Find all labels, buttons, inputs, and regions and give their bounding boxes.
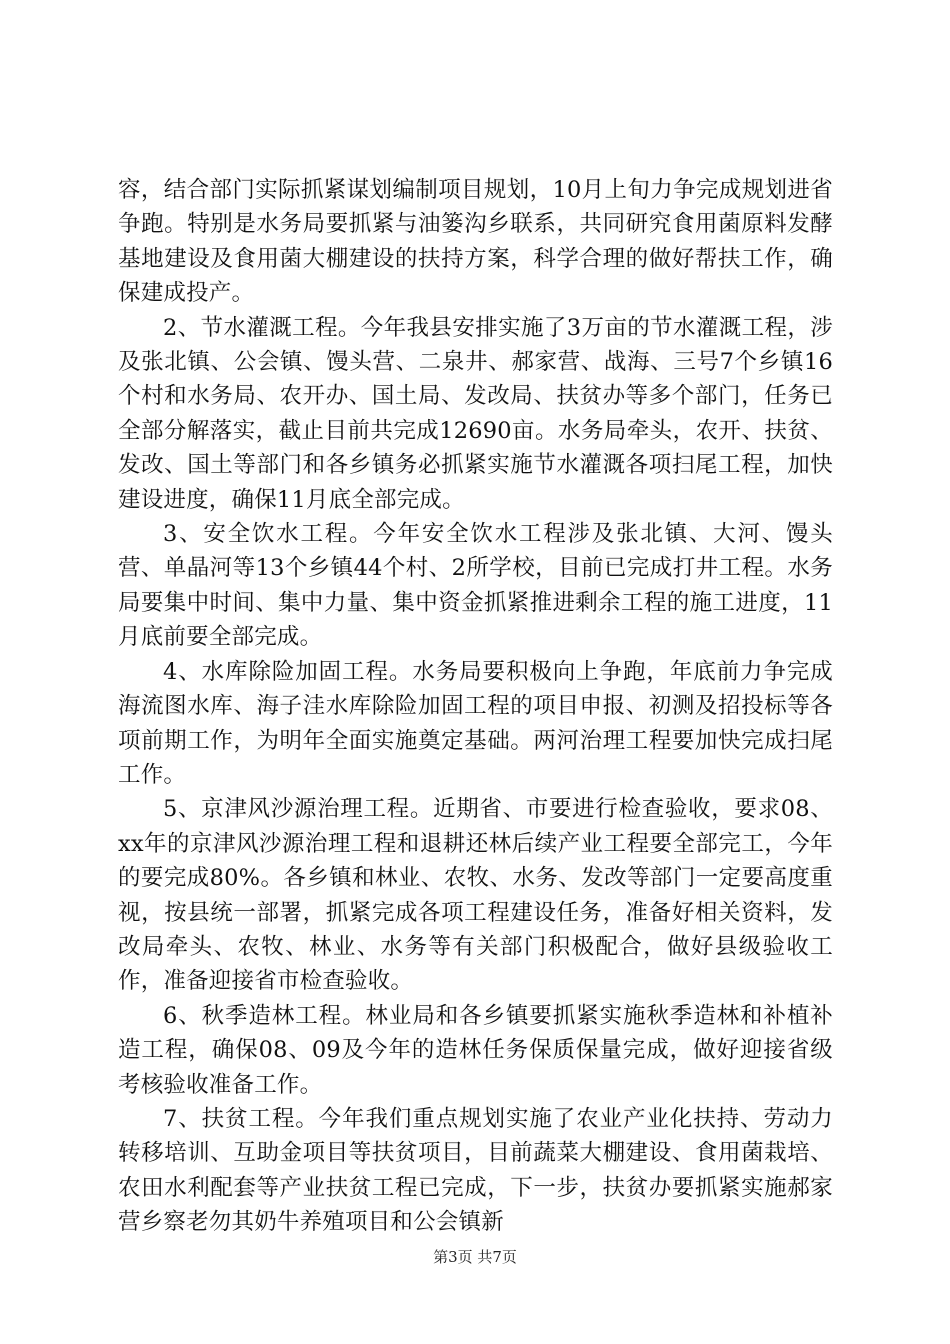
paragraph-water-saving-irrigation: 2、节水灌溉工程。今年我县安排实施了3万亩的节水灌溉工程，涉及张北镇、公会镇、馒头营、二泉井、郝家营、战海、三号7个乡镇16个村和水务局、农开办、国土局、发改局、扶贫办等多个部门，任务已全部分解落实，截止目前共完成12690亩。水务局牵头，农开、扶贫、发改、国土等部门和各乡镇务必抓紧实施节水灌溉各项扫尾工程，加快建设进度，确保11月底全部完成。 (118, 314, 833, 513)
document-body (118, 173, 833, 1240)
paragraph-sandstorm-control: 5、京津风沙源治理工程。近期省、市要进行检查验收，要求08、xx年的京津风沙源治理工程和退耕还林后续产业工程要全部完工，今年的要完成80%。各乡镇和林业、农牧、水务、发改等部门一定要高度重视，按县统一部署，抓紧完成各项工程建设任务，准备好相关资料，发改局牵头、农牧、林业、水务等有关部门积极配合，做好县级验收工作，准备迎接省市检查验收。 (118, 796, 833, 995)
paragraph-safe-drinking-water: 3、安全饮水工程。今年安全饮水工程涉及张北镇、大河、馒头营、单晶河等13个乡镇44个村、2所学校，目前已完成打井工程。水务局要集中时间、集中力量、集中资金抓紧推进剩余工程的施工进度，11月底前要全部完成。 (118, 521, 833, 651)
paragraph-continuation: 容，结合部门实际抓紧谋划编制项目规划，10月上旬力争完成规划进省争跑。特别是水务局要抓紧与油篓沟乡联系，共同研究食用菌原料发酵基地建设及食用菌大棚建设的扶持方案，科学合理的做好帮扶工作，确保建成投产。 (118, 177, 833, 307)
paragraph-poverty-alleviation: 7、扶贫工程。今年我们重点规划实施了农业产业化扶持、劳动力转移培训、互助金项目等扶贫项目，目前蔬菜大棚建设、食用菌栽培、农田水利配套等产业扶贫工程已完成，下一步，扶贫办要抓紧实施郝家营乡察老勿其奶牛养殖项目和公会镇新 (118, 1105, 833, 1236)
page-number-footer: 第3页 共7页 (433, 1248, 517, 1266)
paragraph-reservoir-reinforcement: 4、水库除险加固工程。水务局要积极向上争跑，年底前力争完成海流图水库、海子洼水库除险加固工程的项目申报、初测及招投标等各项前期工作，为明年全面实施奠定基础。两河治理工程要加快完成扫尾工作。 (118, 658, 833, 788)
paragraph-autumn-afforestation: 6、秋季造林工程。林业局和各乡镇要抓紧实施秋季造林和补植补造工程，确保08、09及今年的造林任务保质保量完成，做好迎接省级考核验收准备工作。 (118, 1002, 833, 1098)
